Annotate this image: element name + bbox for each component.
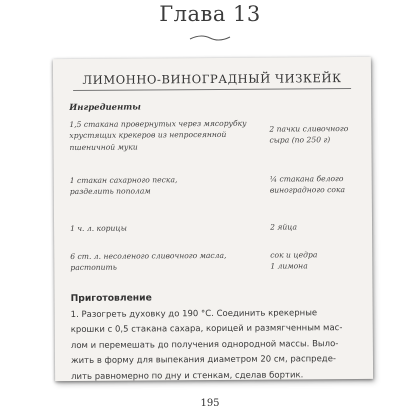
ingredient-right-4 [270, 249, 366, 272]
preparation-text [71, 306, 364, 385]
preparation-line: жить в форму для выпекания диаметром 20 см, распреде- [70, 354, 337, 367]
ingredient-line: растопить [70, 262, 117, 273]
recipe-title: ЛИМОННО-ВИНОГРАДНЫЙ ЧИЗКЕЙК [82, 71, 342, 87]
ingredient-line: хрустящих крекеров из непросеянной [69, 130, 227, 141]
ingredient-line: пшеничной муки [69, 142, 138, 152]
preparation-heading: Приготовление [70, 292, 152, 304]
preparation-line: лить равномерно по дну и стенкам, сделав бортик. [71, 369, 304, 382]
ingredient-line: 6 ст. л. несоленого сливочного масла, [70, 250, 227, 261]
preparation-line: крошки с 0,5 стакана сахара, корицей и размягченным мас- [70, 323, 343, 336]
ingredients-heading: Ингредиенты [69, 102, 141, 114]
ingredient-left-2 [70, 174, 270, 198]
ingredient-right-1 [269, 123, 365, 146]
flourish-ornament [188, 33, 232, 43]
ingredient-left-1 [69, 118, 269, 153]
ingredient-line: сыра (по 250 г) [269, 135, 331, 145]
ingredient-left-4 [70, 250, 270, 274]
ingredient-line: 1,5 стакана провернутых через мясорубку [69, 118, 247, 130]
preparation-line: 1. Разогреть духовку до 190 °С. Соединить крекерные [70, 308, 318, 320]
ingredient-line: ¼ стакана белого [269, 174, 344, 184]
ingredient-left-3 [70, 222, 270, 235]
ingredient-line: 2 яйца [270, 222, 298, 232]
ingredient-line: 1 стакан сахарного песка, [69, 175, 178, 185]
page-number: 195 [200, 398, 220, 409]
chapter-title: Глава 13 [159, 2, 261, 26]
title-divider [73, 88, 351, 91]
ingredient-line: 1 лимона [270, 261, 308, 271]
ingredient-line: 1 ч. л. корицы [70, 223, 127, 233]
ingredient-right-2 [270, 173, 366, 196]
ingredient-right-3 [270, 221, 366, 233]
ingredient-line: виноградного сока [269, 185, 346, 195]
preparation-line: лом и перемешать до получения однородной массы. Выло- [70, 338, 339, 351]
ingredient-line: разделить пополам [69, 186, 151, 197]
recipe-card [53, 57, 373, 381]
ingredient-line: 2 пачки сливочного [269, 124, 349, 134]
ingredient-line: сок и цедра [270, 250, 318, 260]
